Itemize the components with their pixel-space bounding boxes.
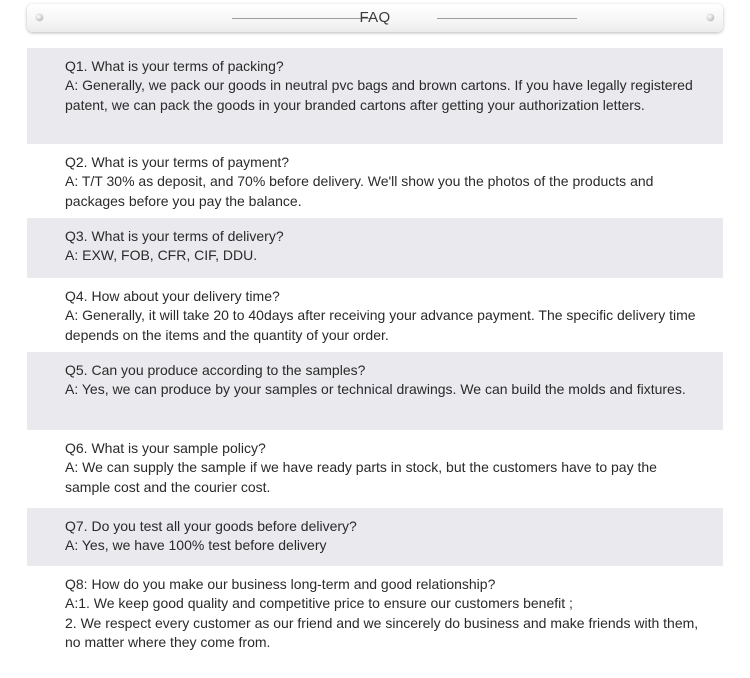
faq-question: Q8: How do you make our business long-term and good relationship?	[65, 576, 496, 592]
faq-item-q7	[27, 508, 723, 566]
faq-title: FAQ	[359, 9, 391, 26]
faq-question: Q4. How about your delivery time?	[65, 288, 280, 304]
faq-question: Q2. What is your terms of payment?	[65, 154, 290, 170]
faq-answer: A: Yes, we have 100% test before delivery	[65, 537, 327, 554]
faq-item-q1	[27, 48, 723, 144]
faq-item-q5	[27, 352, 723, 430]
faq-question: Q7. Do you test all your goods before delivery?	[65, 518, 357, 534]
faq-item-q3	[27, 218, 723, 278]
faq-item-q8	[27, 566, 723, 666]
faq-item-q6	[27, 430, 723, 508]
faq-answer: A: We can supply the sample if we have ready parts in stock, but the customers have to pay the sample cost and the courier cost.	[65, 459, 657, 495]
faq-question: Q3. What is your terms of delivery?	[65, 228, 284, 244]
faq-question: Q5. Can you produce according to the samples?	[65, 362, 366, 378]
faq-question: Q6. What is your sample policy?	[65, 440, 266, 456]
faq-answer: A:1. We keep good quality and competitive price to ensure our customers benefit ;	[65, 595, 573, 612]
faq-answer: A: Generally, it will take 20 to 40days after receiving your advance payment. The specific delivery time depends on the items and the quantity of your order.	[65, 307, 696, 343]
faq-answer-continued: 2. We respect every customer as our friend and we sincerely do business and make friends with them, no matter where they come from.	[65, 614, 699, 650]
faq-header-bar	[27, 4, 723, 32]
faq-answer: A: EXW, FOB, CFR, CIF, DDU.	[65, 247, 258, 264]
faq-item-q2	[27, 144, 723, 218]
header-divider-right	[437, 18, 577, 19]
faq-answer: A: Yes, we can produce by your samples or technical drawings. We can build the molds and fixtures.	[65, 381, 686, 398]
faq-answer: A: Generally, we pack our goods in neutral pvc bags and brown cartons. If you have legally registered patent, we can pack the goods in your branded cartons after getting your authorization letters.	[65, 77, 693, 113]
header-dot-right-icon	[707, 14, 714, 21]
faq-question: Q1. What is your terms of packing?	[65, 58, 284, 74]
faq-item-q4	[27, 278, 723, 352]
faq-list	[27, 48, 723, 666]
faq-answer: A: T/T 30% as deposit, and 70% before delivery. We'll show you the photos of the products and packages before you pay the balance.	[65, 173, 654, 209]
